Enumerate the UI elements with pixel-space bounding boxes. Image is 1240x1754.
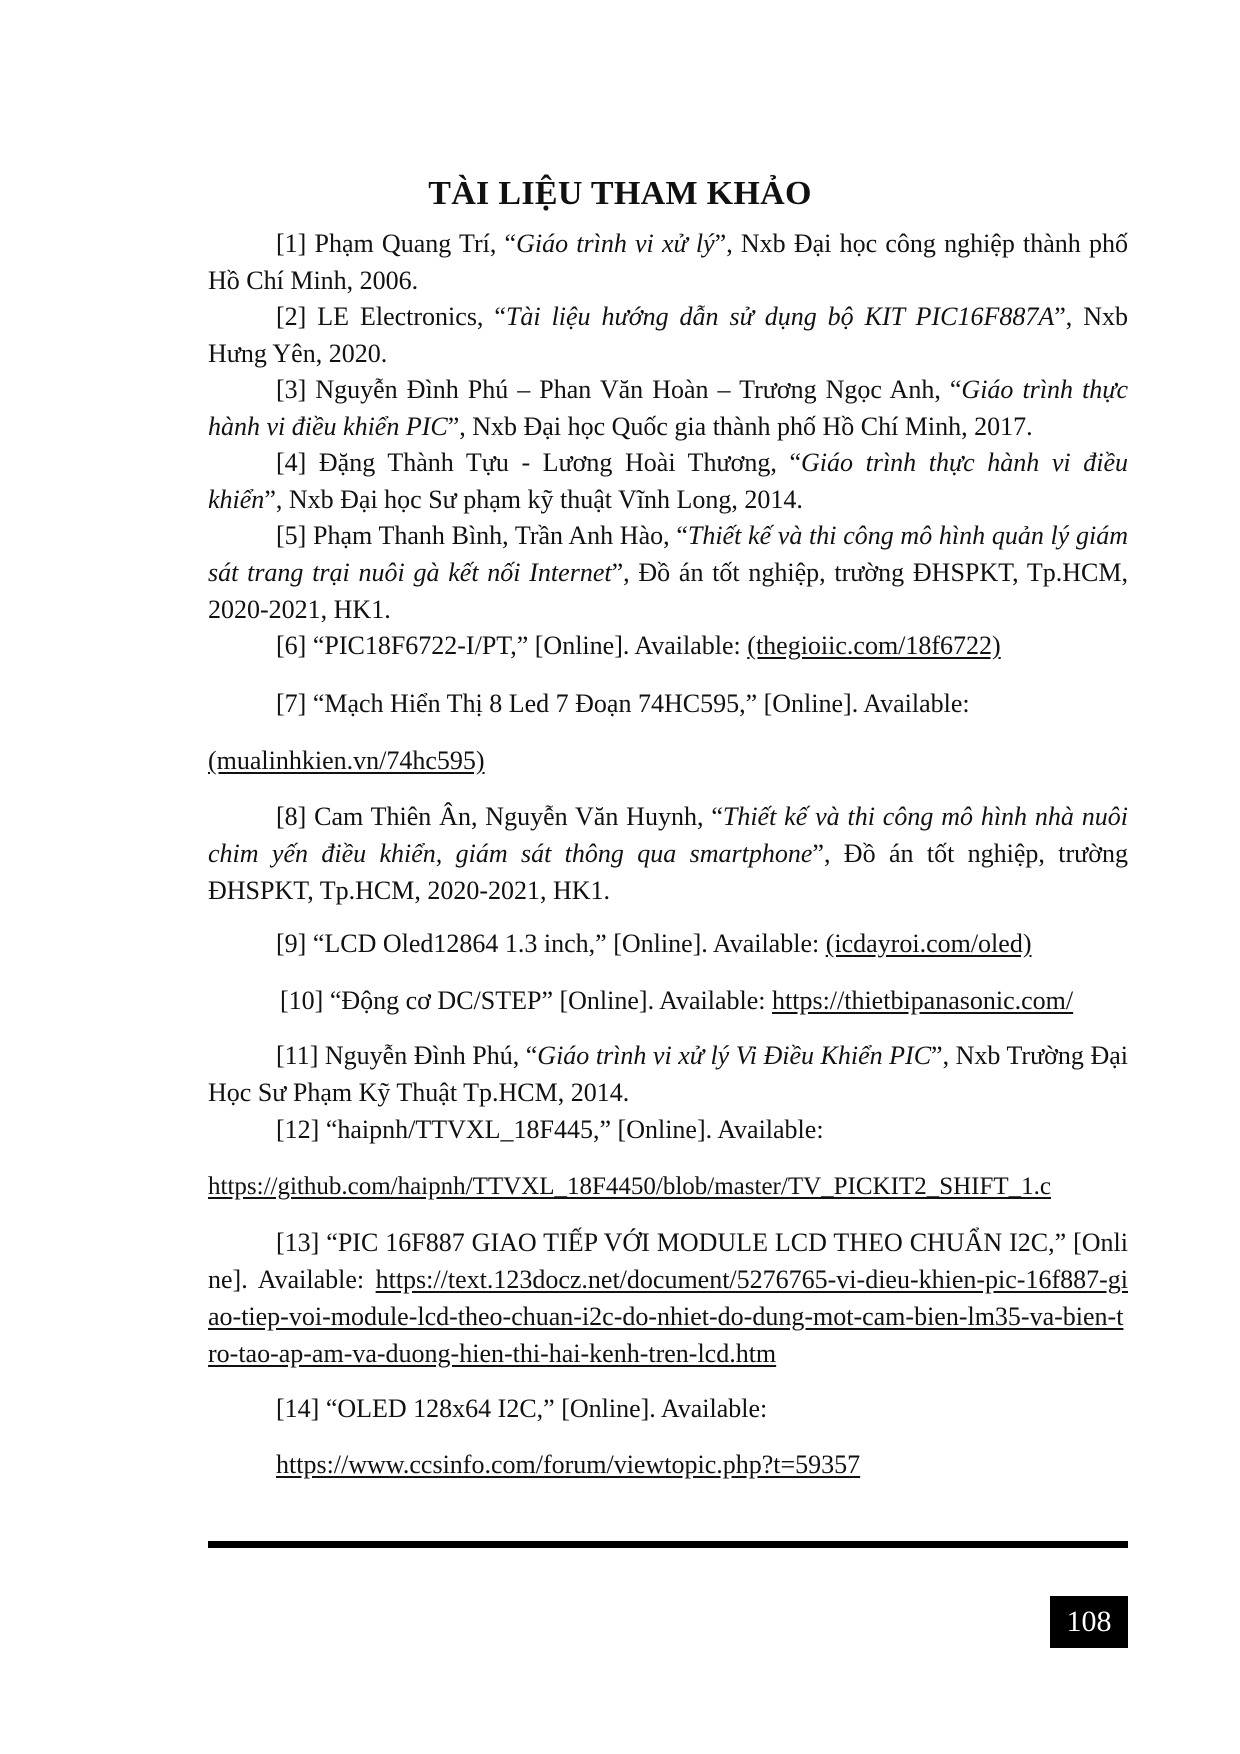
reference-2: [2] LE Electronics, “Tài liệu hướng dẫn sử dụng bộ KIT PIC16F887A”, Nxb Hưng Yên, 2020. [208, 302, 1128, 368]
reference-6-link[interactable]: (thegioiic.com/18f6722) [747, 631, 1001, 660]
page-number: 108 [1050, 1596, 1128, 1648]
reference-7-link-line [208, 742, 1128, 779]
reference-13: [13] “PIC 16F887 GIAO TIẾP VỚI MODULE LCD THEO CHUẨN I2C,” [Online]. Available: https://text.123docz.net/document/5276765-vi-dieu-khien-pic-16f887-giao-tiep-voi-module-lcd-theo-chuan-i2c-do-nhiet-do-dung-mot-cam-bien-lm35-va-bien-tro-tao-ap-am-va-duong-hien-thi-hai-kenh-tren-lcd.htm [208, 1228, 1128, 1368]
reference-14-link-line [208, 1446, 1128, 1483]
reference-12: [12] “haipnh/TTVXL_18F445,” [Online]. Available: [276, 1115, 824, 1144]
reference-13-link[interactable]: https://text.123docz.net/document/5276765-vi-dieu-khien-pic-16f887-giao-tiep-voi-module-lcd-theo-chuan-i2c-do-nhiet-do-dung-mot-cam-bien-lm35-va-bien-tro-tao-ap-am-va-duong-hien-thi-hai-kenh-tren-lcd.htm [208, 1265, 1128, 1368]
reference-11: [11] Nguyễn Đình Phú, “Giáo trình vi xử lý Vi Điều Khiển PIC”, Nxb Trường Đại Học Sư Phạm Kỹ Thuật Tp.HCM, 2014. [208, 1041, 1128, 1107]
reference-7-link[interactable]: (mualinhkien.vn/74hc595) [208, 746, 485, 775]
reference-5: [5] Phạm Thanh Bình, Trần Anh Hào, “Thiết kế và thi công mô hình quản lý giám sát trang trại nuôi gà kết nối Internet”, Đồ án tốt nghiệp, trường ĐHSPKT, Tp.HCM, 2020-2021, HK1. [208, 521, 1129, 624]
footer-rule [208, 1541, 1128, 1548]
reference-9: [9] “LCD Oled12864 1.3 inch,” [Online]. Available: (icdayroi.com/oled) [276, 929, 1032, 958]
reference-14: [14] “OLED 128x64 I2C,” [Online]. Available: [276, 1394, 768, 1423]
reference-9-link[interactable]: (icdayroi.com/oled) [825, 929, 1032, 958]
reference-12-link[interactable]: https://github.com/haipnh/TTVXL_18F4450/blob/master/TV_PICKIT2_SHIFT_1.c [208, 1173, 1052, 1200]
reference-1: [1] Phạm Quang Trí, “Giáo trình vi xử lý”, Nxb Đại học công nghiệp thành phố Hồ Chí Minh, 2006. [208, 229, 1128, 295]
page-title: TÀI LIỆU THAM KHẢO [428, 175, 812, 212]
reference-3: [3] Nguyễn Đình Phú – Phan Văn Hoàn – Trương Ngọc Anh, “Giáo trình thực hành vi điều khiển PIC”, Nxb Đại học Quốc gia thành phố Hồ Chí Minh, 2017. [208, 375, 1129, 441]
reference-14-link[interactable]: https://www.ccsinfo.com/forum/viewtopic.php?t=59357 [276, 1450, 861, 1479]
reference-6: [6] “PIC18F6722-I/PT,” [Online]. Available: (thegioiic.com/18f6722) [276, 631, 1001, 660]
reference-10-link[interactable]: https://thietbipanasonic.com/ [772, 986, 1074, 1015]
reference-7: [7] “Mạch Hiển Thị 8 Led 7 Đoạn 74HC595,” [Online]. Available: [276, 689, 970, 718]
reference-12-link-line [208, 1168, 1128, 1205]
reference-8: [8] Cam Thiên Ân, Nguyễn Văn Huynh, “Thiết kế và thi công mô hình nhà nuôi chim yến điều khiển, giám sát thông qua smartphone”, Đồ án tốt nghiệp, trường ĐHSPKT, Tp.HCM, 2020-2021, HK1. [208, 802, 1128, 905]
reference-10: [10] “Động cơ DC/STEP” [Online]. Available: https://thietbipanasonic.com/ [280, 986, 1074, 1015]
reference-4: [4] Đặng Thành Tựu - Lương Hoài Thương, “Giáo trình thực hành vi điều khiển”, Nxb Đại học Sư phạm kỹ thuật Vĩnh Long, 2014. [208, 448, 1128, 514]
